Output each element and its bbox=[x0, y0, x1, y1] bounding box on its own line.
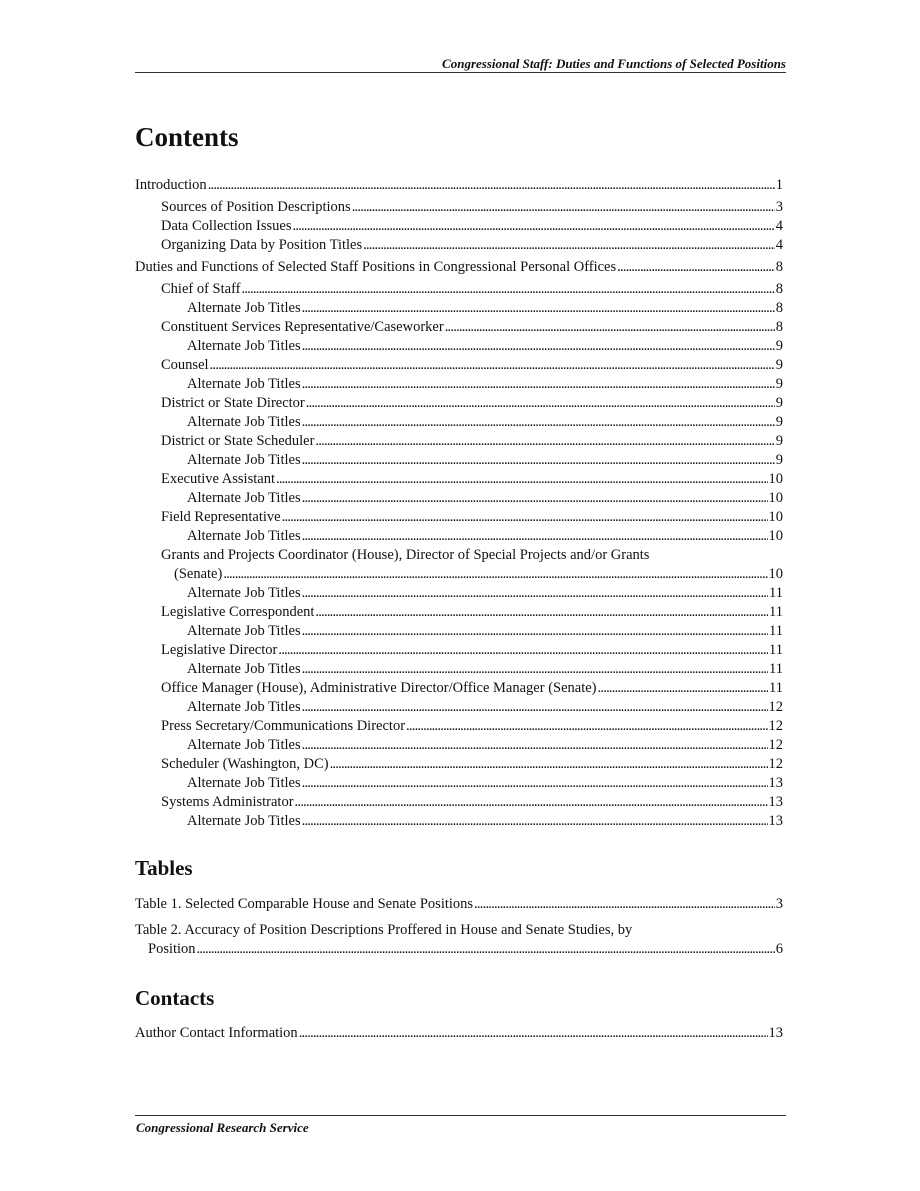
toc-entry[interactable]: Field Representative . . . 10 bbox=[135, 508, 783, 527]
running-header: Congressional Staff: Duties and Functions of Selected Positions bbox=[442, 56, 786, 71]
toc-entry[interactable]: District or State Director . . . 9 bbox=[135, 394, 783, 413]
toc-entry[interactable]: Executive Assistant . . . 10 bbox=[135, 470, 783, 489]
toc-entry[interactable]: Alternate Job Titles . . . 9 bbox=[135, 375, 783, 394]
toc-entry[interactable]: Counsel . . . 9 bbox=[135, 356, 783, 375]
toc-entry[interactable]: (Senate) . . . 10 bbox=[135, 565, 783, 584]
toc-entry[interactable]: Position . . . 6 bbox=[135, 940, 783, 959]
toc-entry[interactable]: Sources of Position Descriptions . . . 3 bbox=[135, 198, 783, 217]
tables-list bbox=[135, 895, 783, 959]
toc-entry[interactable]: Alternate Job Titles . . . 12 bbox=[135, 736, 783, 755]
header-rule bbox=[135, 72, 786, 73]
running-footer: Congressional Research Service bbox=[136, 1120, 309, 1135]
contacts-heading: Contacts bbox=[135, 986, 215, 1010]
contents-list bbox=[135, 176, 783, 831]
toc-entry[interactable]: Alternate Job Titles . . . 10 bbox=[135, 527, 783, 546]
toc-entry[interactable]: Alternate Job Titles . . . 9 bbox=[135, 451, 783, 470]
toc-entry[interactable]: Alternate Job Titles . . . 11 bbox=[135, 584, 783, 603]
toc-entry[interactable]: Legislative Correspondent . . . 11 bbox=[135, 603, 783, 622]
toc-entry[interactable]: Alternate Job Titles . . . 9 bbox=[135, 413, 783, 432]
toc-entry[interactable]: Alternate Job Titles . . . 11 bbox=[135, 622, 783, 641]
toc-entry-first-line[interactable]: Table 2. Accuracy of Position Descriptions Proffered in House and Senate Studies, by bbox=[135, 922, 633, 938]
toc-entry[interactable]: Alternate Job Titles . . . 12 bbox=[135, 698, 783, 717]
toc-entry[interactable]: Alternate Job Titles . . . 8 bbox=[135, 299, 783, 318]
toc-entry-first-line[interactable]: Grants and Projects Coordinator (House), Director of Special Projects and/or Grants bbox=[161, 547, 650, 563]
contents-heading: Contents bbox=[135, 122, 239, 152]
toc-entry[interactable]: Alternate Job Titles . . . 13 bbox=[135, 812, 783, 831]
toc-entry[interactable]: Table 1. Selected Comparable House and Senate Positions . . . 3 bbox=[135, 895, 783, 914]
toc-entry[interactable]: Chief of Staff . . . 8 bbox=[135, 280, 783, 299]
toc-entry[interactable]: Author Contact Information . . . 13 bbox=[135, 1024, 783, 1043]
toc-entry[interactable]: Alternate Job Titles . . . 9 bbox=[135, 337, 783, 356]
toc-entry[interactable]: Constituent Services Representative/Caseworker . . . 8 bbox=[135, 318, 783, 337]
tables-heading: Tables bbox=[135, 856, 193, 880]
toc-entry[interactable]: Scheduler (Washington, DC) . . . 12 bbox=[135, 755, 783, 774]
toc-entry[interactable]: Alternate Job Titles . . . 11 bbox=[135, 660, 783, 679]
toc-entry[interactable]: Press Secretary/Communications Director . . . 12 bbox=[135, 717, 783, 736]
toc-entry[interactable]: Alternate Job Titles . . . 10 bbox=[135, 489, 783, 508]
toc-entry[interactable]: District or State Scheduler . . . 9 bbox=[135, 432, 783, 451]
toc-entry[interactable]: Introduction . . . 1 bbox=[135, 176, 783, 195]
footer-rule bbox=[135, 1115, 786, 1116]
toc-entry[interactable]: Legislative Director . . . 11 bbox=[135, 641, 783, 660]
toc-entry[interactable]: Data Collection Issues . . . 4 bbox=[135, 217, 783, 236]
toc-entry[interactable]: Alternate Job Titles . . . 13 bbox=[135, 774, 783, 793]
contacts-list bbox=[135, 1024, 783, 1043]
toc-entry[interactable]: Systems Administrator . . . 13 bbox=[135, 793, 783, 812]
toc-entry[interactable]: Duties and Functions of Selected Staff Positions in Congressional Personal Offices . . . 8 bbox=[135, 258, 783, 277]
toc-entry[interactable]: Organizing Data by Position Titles . . . 4 bbox=[135, 236, 783, 255]
toc-entry[interactable]: Office Manager (House), Administrative Director/Office Manager (Senate) . . . 11 bbox=[135, 679, 783, 698]
